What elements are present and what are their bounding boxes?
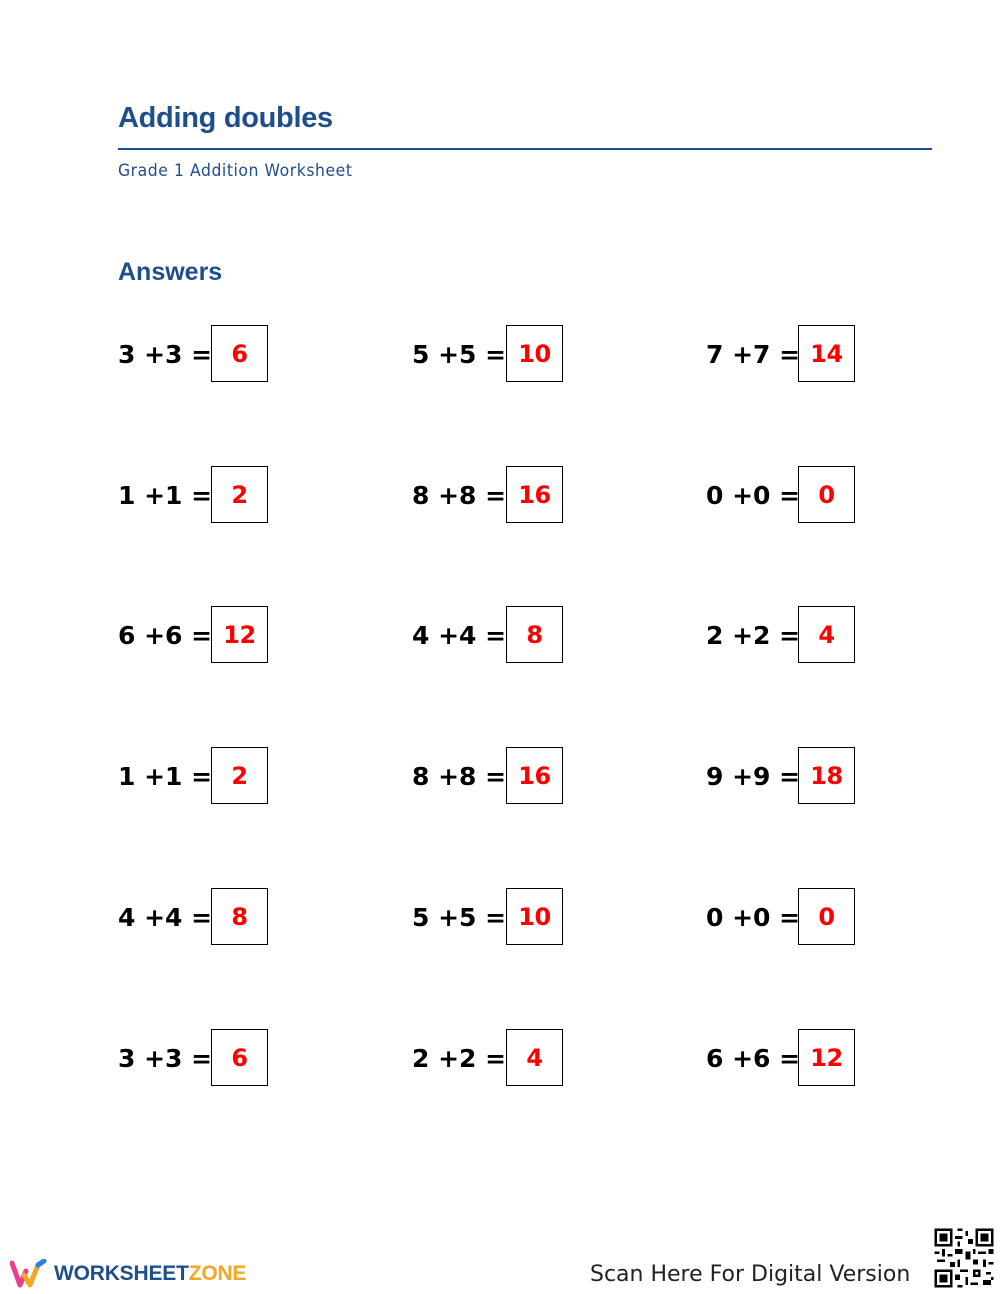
problem-item <box>118 747 278 807</box>
problem-item <box>118 466 278 526</box>
answer-box[interactable] <box>211 325 268 382</box>
answer-value: 8 <box>231 902 248 931</box>
answer-value: 8 <box>526 620 543 649</box>
answer-box[interactable] <box>798 466 855 523</box>
answer-box[interactable] <box>798 606 855 663</box>
qr-code-icon[interactable] <box>932 1226 996 1290</box>
answer-value: 16 <box>518 480 551 509</box>
answer-box[interactable] <box>506 466 563 523</box>
answer-value: 18 <box>810 761 843 790</box>
problem-expression: 6 +6 = <box>706 1044 801 1073</box>
problem-expression: 1 +1 = <box>118 762 213 791</box>
answer-value: 10 <box>518 902 551 931</box>
problem-expression: 4 +4 = <box>118 903 213 932</box>
answer-value: 4 <box>818 620 835 649</box>
problem-item <box>412 325 572 385</box>
problem-expression: 3 +3 = <box>118 340 213 369</box>
answer-value: 10 <box>518 339 551 368</box>
answer-value: 14 <box>810 339 843 368</box>
problem-expression: 2 +2 = <box>412 1044 507 1073</box>
answer-value: 0 <box>818 902 835 931</box>
answer-box[interactable] <box>506 1029 563 1086</box>
answer-box[interactable] <box>798 1029 855 1086</box>
problem-expression: 4 +4 = <box>412 621 507 650</box>
answer-value: 2 <box>231 480 248 509</box>
problem-expression: 0 +0 = <box>706 481 801 510</box>
problem-item <box>706 606 866 666</box>
problem-item <box>706 747 866 807</box>
problem-item <box>412 747 572 807</box>
logo-text <box>54 1262 246 1286</box>
problem-item <box>706 325 866 385</box>
problem-expression: 0 +0 = <box>706 903 801 932</box>
answer-box[interactable] <box>506 325 563 382</box>
problem-expression: 7 +7 = <box>706 340 801 369</box>
answer-box[interactable] <box>211 747 268 804</box>
problem-expression: 5 +5 = <box>412 340 507 369</box>
answer-box[interactable] <box>506 747 563 804</box>
answer-value: 4 <box>526 1043 543 1072</box>
w-logo-icon <box>10 1259 48 1289</box>
problem-expression: 3 +3 = <box>118 1044 213 1073</box>
logo-word-zone: ZONE <box>188 1262 247 1285</box>
title-divider <box>118 148 932 150</box>
answer-value: 16 <box>518 761 551 790</box>
answer-value: 6 <box>231 339 248 368</box>
answer-value: 2 <box>231 761 248 790</box>
answer-value: 6 <box>231 1043 248 1072</box>
answer-box[interactable] <box>506 888 563 945</box>
section-title: Answers <box>118 258 223 286</box>
problem-item <box>706 466 866 526</box>
answer-box[interactable] <box>798 747 855 804</box>
answer-box[interactable] <box>506 606 563 663</box>
problem-expression: 9 +9 = <box>706 762 801 791</box>
answer-box[interactable] <box>211 888 268 945</box>
problem-item <box>118 325 278 385</box>
problem-expression: 6 +6 = <box>118 621 213 650</box>
problem-item <box>118 1029 278 1089</box>
answer-value: 0 <box>818 480 835 509</box>
worksheet-subtitle: Grade 1 Addition Worksheet <box>118 161 353 181</box>
problem-item <box>412 888 572 948</box>
answer-box[interactable] <box>798 325 855 382</box>
worksheet-title: Adding doubles <box>118 102 333 134</box>
problem-expression: 8 +8 = <box>412 762 507 791</box>
logo-word-worksheet: WORKSHEET <box>54 1262 189 1285</box>
problem-item <box>412 1029 572 1089</box>
problem-item <box>706 1029 866 1089</box>
problem-expression: 5 +5 = <box>412 903 507 932</box>
problem-item <box>412 466 572 526</box>
problem-item <box>412 606 572 666</box>
problem-item <box>118 606 278 666</box>
problem-item <box>706 888 866 948</box>
worksheetzone-logo <box>10 1256 246 1292</box>
answer-box[interactable] <box>211 466 268 523</box>
problem-expression: 8 +8 = <box>412 481 507 510</box>
answer-value: 12 <box>810 1043 843 1072</box>
scan-text: Scan Here For Digital Version <box>590 1262 911 1287</box>
answer-box[interactable] <box>798 888 855 945</box>
answer-value: 12 <box>223 620 256 649</box>
problem-item <box>118 888 278 948</box>
problem-expression: 1 +1 = <box>118 481 213 510</box>
answer-box[interactable] <box>211 1029 268 1086</box>
answer-box[interactable] <box>211 606 268 663</box>
problem-expression: 2 +2 = <box>706 621 801 650</box>
